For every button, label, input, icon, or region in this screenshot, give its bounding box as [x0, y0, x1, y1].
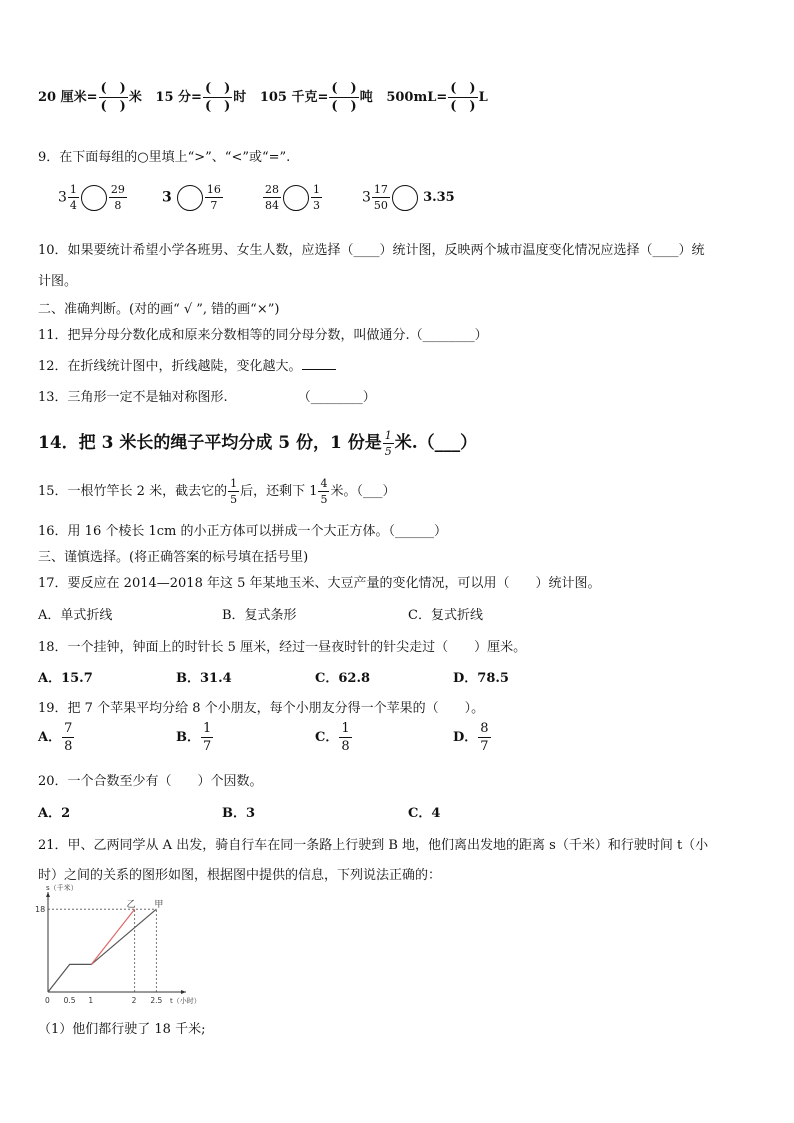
q9-c1-num: 1 [69, 183, 77, 196]
conv-den-3: ( ) [331, 99, 357, 114]
q19-a-den: 8 [64, 739, 73, 754]
y-axis-arrow [46, 892, 50, 897]
q19-option-c[interactable] [315, 722, 353, 753]
distance-time-chart [32, 884, 201, 1010]
section2-heading: 二、准确判断。(对的画“ √ ”, 错的画“×”) [38, 302, 280, 317]
q19-c-den: 8 [341, 739, 350, 754]
q15-post: 米。（___） [330, 484, 396, 499]
q12-text: 12．在折线统计图中，折线越陡，变化越大。 [38, 359, 302, 374]
conv-num-1: ( ) [100, 81, 126, 96]
q18-option-b[interactable]: B．31.4 [176, 671, 232, 686]
q15-den2: 5 [320, 493, 328, 506]
conv-unit-4: L [478, 90, 488, 105]
q19-c-label: C． [315, 730, 339, 745]
x-tick-label-0: 0 [45, 996, 50, 1005]
q15-pre: 15．一根竹竿长 2 米，截去它的 [38, 484, 228, 499]
q9-c2-rden: 7 [210, 199, 218, 212]
x-tick-label-1: 0.5 [63, 996, 76, 1005]
series-line-1 [91, 909, 134, 964]
q9-c3-rden: 3 [313, 199, 320, 212]
conv-unit-3: 吨 [359, 90, 373, 105]
y-axis-label: s（千米） [46, 884, 78, 892]
q19-b-den: 7 [203, 739, 212, 754]
conv-left-1: 20 厘米= [38, 90, 98, 105]
q9-c3-num: 28 [265, 183, 279, 196]
q19-a-label: A． [38, 730, 62, 745]
q9-text: 9．在下面每组的○里填上“>”、“<”或“=”. [38, 150, 291, 165]
q9-c3-den: 84 [265, 199, 279, 212]
q12-row [38, 355, 336, 374]
q21-line2: 时）之间的关系的图形如图，根据图中提供的信息，下列说法正确的： [38, 868, 442, 883]
conversion-row [38, 82, 488, 113]
x-axis-label: t（小时） [170, 997, 201, 1005]
q9-c4-right: 3.35 [423, 190, 455, 205]
q19-option-d[interactable] [453, 722, 492, 753]
q14-pre: 14．把 3 米长的绳子平均分成 5 份，1 份是 [38, 433, 382, 453]
x-tick-label-3: 2 [131, 996, 137, 1005]
series-label-1: 乙 [126, 900, 136, 911]
q9-c3-rnum: 1 [313, 183, 320, 196]
x-axis-arrow [181, 990, 186, 994]
q19-a-num: 7 [64, 721, 73, 736]
conv-left-3: 105 千克= [259, 90, 329, 105]
q18-text: 18．一个挂钟，钟面上的时针长 5 厘米，经过一昼夜时针的针尖走过（ ）厘米。 [38, 640, 527, 655]
series-label-0: 甲 [154, 900, 164, 911]
conv-den-4: ( ) [450, 99, 476, 114]
conv-den-1: ( ) [100, 99, 126, 114]
q19-text: 19．把 7 个苹果平均分给 8 个小朋友，每个小朋友分得一个苹果的（ ）。 [38, 701, 485, 716]
q19-option-b[interactable] [176, 722, 214, 753]
q9-c4-circle[interactable] [392, 185, 418, 211]
q9-compare-4 [362, 184, 455, 211]
x-tick-label-4: 2.5 [150, 996, 163, 1005]
conv-num-2: ( ) [204, 81, 231, 96]
q12-answer-line[interactable] [302, 369, 336, 370]
q13-row [38, 386, 376, 405]
q9-c1-den: 4 [69, 199, 77, 212]
q19-b-label: B． [176, 730, 200, 745]
q18-option-a[interactable]: A．15.7 [38, 671, 93, 686]
q15-row [38, 478, 396, 505]
q18-option-d[interactable]: D．78.5 [453, 671, 509, 686]
y-tick-label-0: 18 [35, 905, 46, 915]
q14-num: 1 [384, 429, 392, 442]
conv-num-3: ( ) [331, 81, 357, 96]
q17-option-b[interactable]: B．复式条形 [222, 608, 297, 623]
q15-mid: 后，还剩下 1 [240, 484, 318, 499]
q9-compare-1 [58, 184, 128, 211]
q9-c1-whole: 3 [58, 189, 67, 206]
q9-c1-rnum: 29 [110, 183, 125, 196]
conv-unit-2: 时 [233, 90, 247, 105]
q20-option-c[interactable]: C．4 [408, 806, 441, 821]
q14-row [38, 428, 477, 457]
q11-text: 11．把异分母分数化成和原来分数相等的同分母分数，叫做通分.（________） [38, 328, 488, 343]
conv-num-4: ( ) [450, 81, 476, 96]
q9-c1-rden: 8 [114, 199, 122, 212]
q9-c4-whole: 3 [362, 189, 371, 206]
q9-c2-left: 3 [162, 189, 172, 206]
q10-line2: 计图。 [38, 274, 78, 289]
q15-num: 1 [230, 477, 238, 490]
conv-left-4: 500mL= [386, 90, 448, 105]
q17-option-c[interactable]: C．复式折线 [408, 608, 483, 623]
q9-c4-den: 50 [373, 199, 388, 212]
q9-c4-num: 17 [373, 183, 388, 196]
q9-c3-circle[interactable] [283, 185, 309, 211]
q13-text: 13．三角形一定不是轴对称图形. [38, 390, 228, 405]
q19-d-num: 8 [480, 721, 489, 736]
q9-compare-3 [262, 184, 323, 211]
q17-text: 17．要反应在 2014—2018 年这 5 年某地玉米、大豆产量的变化情况，可以用（ ）统计图。 [38, 576, 601, 591]
q14-den: 5 [384, 445, 392, 458]
q9-c2-rnum: 16 [206, 183, 221, 196]
q20-text: 20．一个合数至少有（ ）个因数。 [38, 774, 263, 789]
q21-line1: 21．甲、乙两同学从 A 出发，骑自行车在同一条路上行驶到 B 地，他们离出发地的距离 s（千米）和行驶时间 t（小 [38, 838, 709, 853]
q15-den: 5 [230, 493, 238, 506]
q15-num2: 4 [320, 477, 328, 490]
q20-option-b[interactable]: B．3 [222, 806, 256, 821]
q19-d-label: D． [453, 730, 478, 745]
conv-left-2: 15 分= [155, 90, 202, 105]
q18-option-c[interactable]: C．62.8 [315, 671, 371, 686]
conv-den-2: ( ) [204, 99, 231, 114]
q19-b-num: 1 [203, 721, 212, 736]
q21-sub1: （1）他们都行驶了 18 千米; [38, 1022, 206, 1037]
q14-post: 米.（___） [394, 433, 478, 453]
q17-option-a[interactable]: A．单式折线 [38, 608, 113, 623]
section3-heading: 三、谨慎选择。(将正确答案的标号填在括号里) [38, 550, 309, 565]
q9-compare-2 [162, 184, 224, 211]
q9-c1-circle[interactable] [81, 185, 107, 211]
q19-c-num: 1 [341, 721, 350, 736]
x-tick-label-2: 1 [88, 996, 94, 1005]
q19-d-den: 7 [480, 739, 489, 754]
q16-text: 16．用 16 个棱长 1cm 的小正方体可以拼成一个大正方体。（______） [38, 524, 447, 539]
q20-option-a[interactable]: A．2 [38, 806, 71, 821]
conv-unit-1: 米 [128, 90, 142, 105]
q19-option-a[interactable] [38, 722, 75, 753]
q13-blank: （________） [297, 390, 376, 405]
q9-c2-circle[interactable] [177, 185, 203, 211]
q10-line1: 10．如果要统计希望小学各班男、女生人数，应选择（____）统计图，反映两个城市温度变化情况应选择（____）统 [38, 243, 705, 258]
